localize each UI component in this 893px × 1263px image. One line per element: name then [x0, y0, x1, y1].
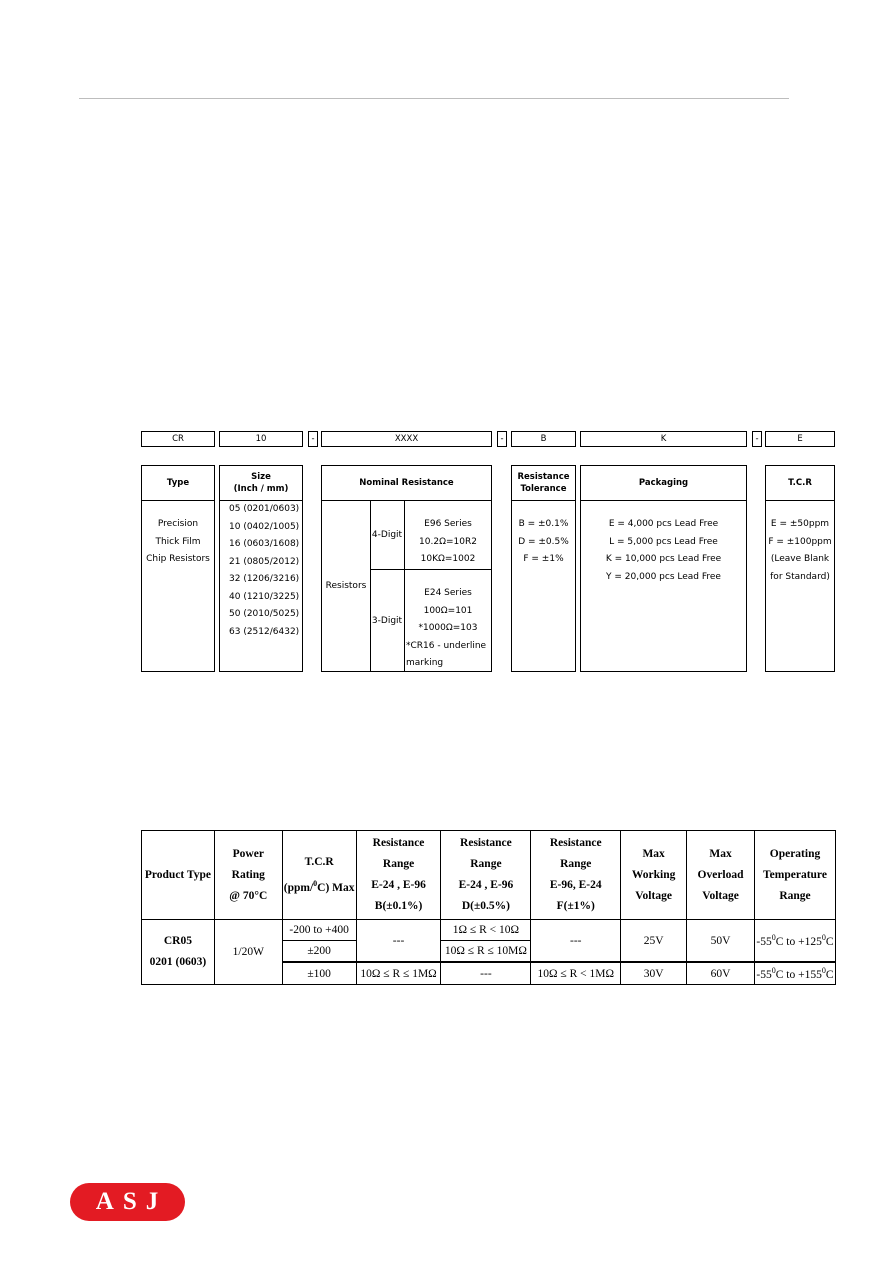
header-text: F(±1%)	[556, 900, 595, 912]
header-operating-temperature	[754, 831, 835, 920]
tolerance-line: F = ±1%	[523, 554, 564, 564]
code-size: 10	[219, 431, 303, 447]
tcr-body	[766, 500, 834, 671]
three-digit-line: *1000Ω=103	[418, 623, 478, 633]
header-text: Power Rating	[231, 847, 265, 881]
header-text: Resistance	[372, 837, 425, 849]
header-text: Range	[382, 858, 415, 870]
three-digit-note: *CR16 - underline	[406, 640, 487, 651]
size-line: 50 (2010/5025)	[229, 609, 300, 619]
header-text: (ppm/	[283, 881, 314, 894]
temp-text: -55	[756, 968, 772, 981]
three-digit-series	[405, 585, 491, 673]
header-power-rating	[214, 831, 282, 920]
three-digit-label: 3-Digit	[370, 570, 405, 671]
four-digit-line: 10.2Ω=10R2	[419, 536, 477, 547]
cell-operating-temperature: $-55^0C$ to $+155^0C$	[754, 962, 835, 985]
header-range-f	[531, 831, 621, 920]
tolerance-header-line: Tolerance	[520, 484, 567, 494]
code-separator: -	[752, 431, 762, 447]
header-text: B(±0.1%)	[374, 900, 423, 912]
code-series: CR	[141, 431, 215, 447]
temp-superscript: 0	[771, 933, 776, 943]
size-body	[220, 500, 302, 671]
header-tcr	[282, 831, 356, 920]
header-text: @ 70°C	[229, 889, 268, 902]
packaging-box	[580, 465, 747, 672]
cell-range-f: ---	[531, 920, 621, 963]
cell-tcr: ±100	[282, 962, 356, 985]
tolerance-header-line: Resistance	[517, 472, 570, 482]
code-separator: -	[497, 431, 507, 447]
header-text: E-96, E-24	[549, 879, 602, 891]
type-body	[142, 500, 214, 671]
product-line: CR05	[163, 935, 192, 947]
header-product-type: Product Type	[142, 831, 215, 920]
cell-range-d: 10Ω ≤ R ≤ 10MΩ	[441, 941, 531, 963]
tolerance-body	[512, 500, 575, 671]
header-text: E-24 , E-96	[371, 879, 426, 891]
type-box	[141, 465, 215, 672]
size-line: 10 (0402/1005)	[229, 521, 300, 532]
three-digit-line: E24 Series	[424, 588, 472, 598]
cell-max-working-voltage: 25V	[621, 920, 687, 963]
size-header	[220, 466, 302, 501]
header-max-working-voltage	[621, 831, 687, 920]
size-line: 21 (0805/2012)	[229, 556, 300, 567]
tcr-line: for Standard)	[770, 571, 830, 582]
cell-range-d: ---	[441, 962, 531, 985]
header-text: Voltage	[702, 889, 739, 902]
size-box	[219, 465, 303, 672]
header-superscript: 0	[313, 878, 318, 888]
type-line: Thick Film	[155, 536, 201, 547]
header-text: E-24 , E-96	[458, 879, 514, 891]
size-line: 32 (1206/3216)	[229, 574, 300, 584]
header-text: Max	[642, 847, 665, 860]
header-range-b	[356, 831, 441, 920]
nominal-divider	[370, 569, 491, 570]
tcr-line: E = ±50ppm	[770, 519, 830, 529]
packaging-body	[581, 500, 746, 671]
header-text: C) Max	[317, 881, 355, 894]
spec-table	[141, 830, 836, 985]
cell-range-d: 1Ω ≤ R < 10Ω	[441, 920, 531, 941]
cell-product-type	[142, 920, 215, 985]
header-text: Range	[779, 889, 811, 902]
header-text: Resistance	[460, 837, 512, 849]
header-text: Operating	[769, 847, 821, 860]
asj-logo: ASJ	[70, 1183, 185, 1221]
packaging-line: Y = 20,000 pcs Lead Free	[606, 571, 721, 582]
header-text: Temperature	[763, 868, 827, 881]
header-text: Resistance	[549, 837, 602, 849]
four-digit-line: 10KΩ=1002	[420, 554, 476, 564]
spec-header-row	[142, 831, 836, 920]
temp-superscript: 0	[821, 966, 826, 976]
tcr-box	[765, 465, 835, 672]
header-text: Max Overload	[697, 847, 744, 881]
cell-operating-temperature: $-55^0C$ to $+125^0C$	[754, 920, 835, 963]
type-line: Chip Resistors	[146, 554, 210, 564]
temp-superscript: 0	[771, 966, 776, 976]
cell-max-overload-voltage: 50V	[687, 920, 755, 963]
tolerance-line: D = ±0.5%	[518, 536, 569, 547]
cell-tcr: -200 to +400	[282, 920, 356, 941]
nominal-header: Nominal Resistance	[322, 466, 491, 501]
product-line: 0201 (0603)	[149, 956, 207, 968]
four-digit-line: E96 Series	[424, 519, 472, 529]
packaging-line: K = 10,000 pcs Lead Free	[605, 554, 722, 564]
nominal-box	[321, 465, 492, 672]
size-header-line: (Inch / mm)	[233, 484, 289, 494]
type-header: Type	[142, 466, 214, 501]
header-rule	[79, 98, 789, 99]
tolerance-header	[512, 466, 575, 501]
tcr-line: (Leave Blank	[770, 554, 830, 564]
nominal-category: Resistors	[322, 500, 371, 671]
size-line: 05 (0201/0603)	[229, 504, 300, 514]
size-line: 16 (0603/1608)	[229, 539, 300, 549]
header-text: Voltage	[635, 889, 672, 902]
temp-text: -55	[756, 935, 772, 948]
packaging-line: L = 5,000 pcs Lead Free	[609, 536, 718, 547]
cell-max-working-voltage: 30V	[621, 962, 687, 985]
tolerance-line: B = ±0.1%	[518, 519, 569, 529]
table-row	[142, 920, 836, 941]
cell-range-f: 10Ω ≤ R < 1MΩ	[531, 962, 621, 985]
three-digit-line: 100Ω=101	[423, 605, 473, 616]
temp-text: C to +125	[775, 935, 822, 948]
header-text: Range	[470, 858, 502, 870]
header-text: Working	[631, 868, 676, 881]
four-digit-series	[405, 516, 491, 569]
tcr-header: T.C.R	[766, 466, 834, 501]
header-text: T.C.R	[304, 855, 334, 868]
code-separator: -	[308, 431, 318, 447]
size-header-line: Size	[251, 472, 271, 482]
tolerance-box	[511, 465, 576, 672]
four-digit-label: 4-Digit	[370, 500, 405, 569]
code-tcr: E	[765, 431, 835, 447]
cell-max-overload-voltage: 60V	[687, 962, 755, 985]
three-digit-note: marking	[406, 658, 444, 668]
size-line: 63 (2512/6432)	[229, 626, 300, 637]
packaging-header: Packaging	[581, 466, 746, 501]
code-tolerance: B	[511, 431, 576, 447]
header-text: Range	[560, 858, 592, 870]
cell-tcr: ±200	[282, 941, 356, 963]
cell-range-b: 10Ω ≤ R ≤ 1MΩ	[356, 962, 441, 985]
code-resistance: XXXX	[321, 431, 492, 447]
cell-power-rating: 1/20W	[214, 920, 282, 985]
cell-range-b: ---	[356, 920, 441, 963]
type-line: Precision	[157, 519, 199, 529]
size-line: 40 (1210/3225)	[229, 591, 300, 602]
header-text: D(±0.5%)	[461, 900, 510, 912]
nominal-body	[322, 500, 491, 671]
code-packaging: K	[580, 431, 747, 447]
packaging-line: E = 4,000 pcs Lead Free	[608, 519, 719, 529]
temp-text: C to +155	[775, 968, 822, 981]
header-range-d	[441, 831, 531, 920]
header-max-overload-voltage	[687, 831, 755, 920]
temp-superscript: 0	[821, 933, 826, 943]
tcr-line: F = ±100ppm	[768, 536, 832, 547]
